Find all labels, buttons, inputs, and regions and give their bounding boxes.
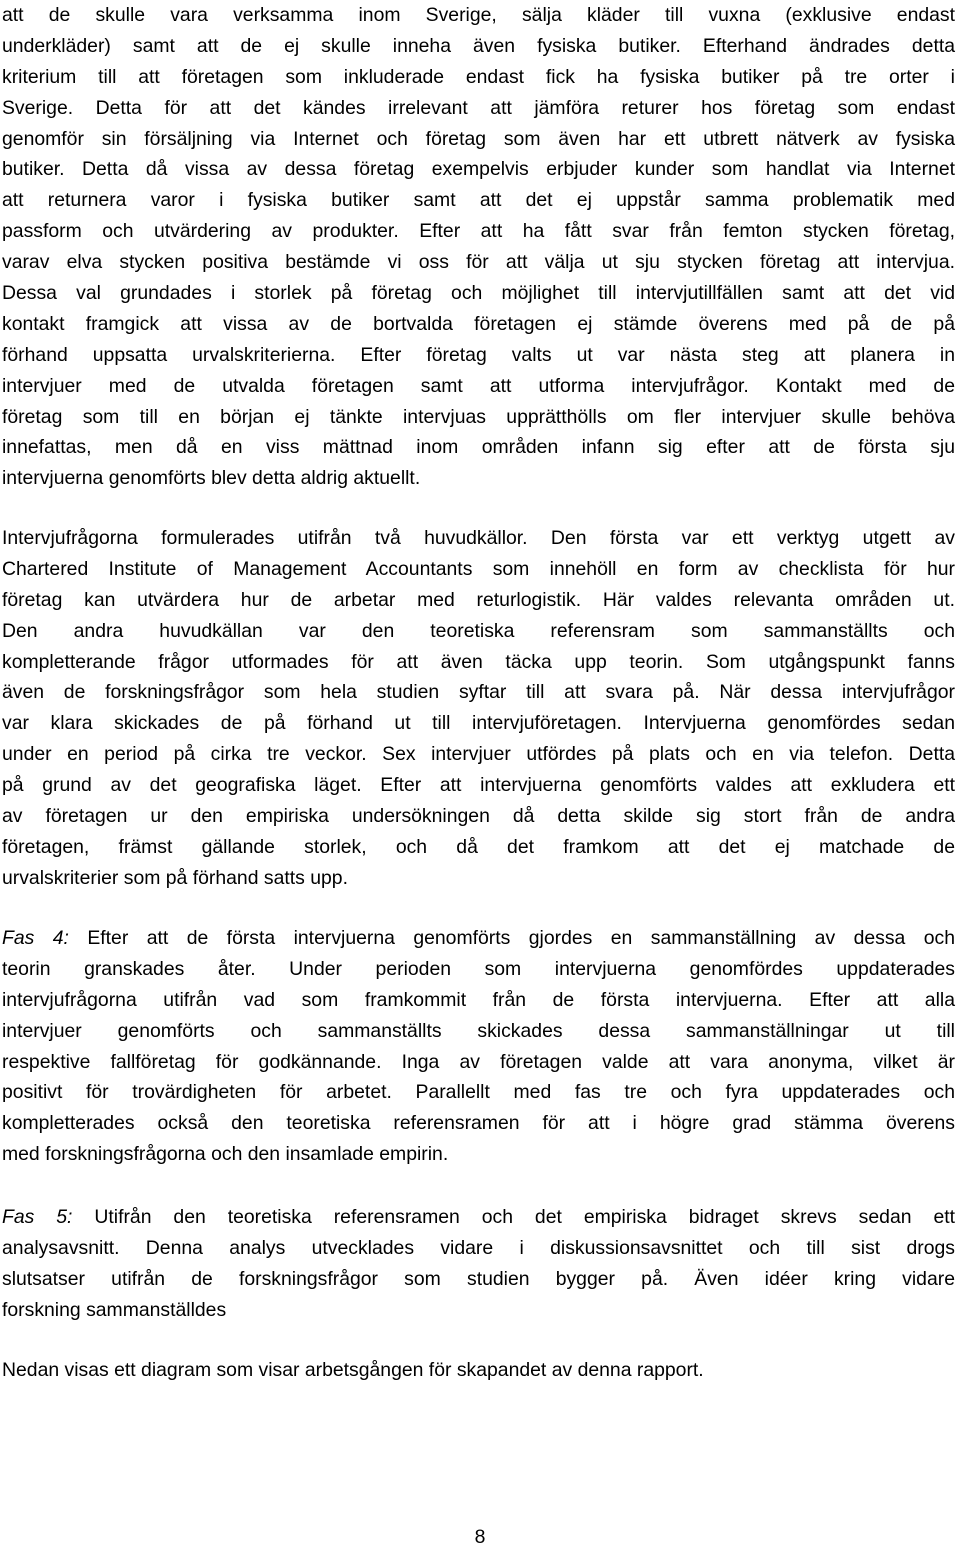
text-line: förhand uppsatta urvalskriterierna. Efter företag valts ut var nästa steg att planera in [2, 343, 955, 366]
text-line: kompletterande frågor utformades för att även täcka upp teorin. Som utgångspunkt fanns [2, 650, 955, 673]
text-line: varav elva stycken positiva bestämde vi oss för att välja ut sju stycken företag att intervjua. [2, 251, 955, 274]
text-line: positivt för trovärdigheten för arbetet. Parallellt med fas tre och fyra uppdaterades och [2, 1081, 955, 1104]
text-line: var klara skickades de på förhand ut till intervjuföretagen. Intervjuerna genomfördes sedan [2, 712, 955, 735]
phase-label: Fas 4: [2, 927, 69, 949]
paragraph-diagram-intro [2, 1355, 955, 1386]
page-number: 8 [474, 1526, 486, 1548]
text-line: Sverige. Detta för att det kändes irrelevant att jämföra returer hos företag som endast [2, 96, 955, 119]
text-line: att returnera varor i fysiska butiker samt att det ej uppstår samma problematik med [2, 189, 955, 212]
text-line: Den andra huvudkällan var den teoretiska referensram som sammanställts och [2, 619, 955, 642]
text-line: intervjufrågorna utifrån vad som framkommit från de första intervjuerna. Efter att alla [2, 988, 955, 1011]
text-line: passform och utvärdering av produkter. Efter att ha fått svar från femton stycken företag, [2, 220, 955, 243]
text-line: forskning sammanställdes [2, 1298, 227, 1321]
text-line: även de forskningsfrågor som hela studien syftar till att svara på. När dessa intervjufrågor [2, 681, 955, 704]
text-line: av företagen ur den empiriska undersökningen då detta skilde sig stort från de andra [2, 805, 955, 828]
text-line: respektive fallföretag för godkännande. Inga av företagen valde att vara anonyma, vilket är [2, 1050, 955, 1073]
text-line: företag som till en början ej tänkte intervjuas upprätthölls om fler intervjuer skulle behöva [2, 405, 955, 428]
text-line: butiker. Detta då vissa av dessa företag exempelvis erbjuder kunder som handlat via Internet [2, 158, 955, 181]
text-line: urvalskriterier som på förhand satts upp. [2, 866, 348, 889]
text-line: underkläder) samt att de ej skulle inneha även fysiska butiker. Efterhand ändrades detta [2, 34, 955, 57]
text-line: slutsatser utifrån de forskningsfrågor som studien bygger på. Även idéer kring vidare [2, 1267, 955, 1290]
text-line: med forskningsfrågorna och den insamlade empirin. [2, 1143, 449, 1166]
text-segment: Efter att de första intervjuerna genomförts gjordes en sammanställning av dessa och [68, 927, 955, 949]
text-line: intervjuer genomförts och sammanställts skickades dessa sammanställningar ut till [2, 1019, 955, 1042]
text-line: teorin granskades åter. Under perioden som intervjuerna genomfördes uppdaterades [2, 957, 955, 980]
text-line: under en period på cirka tre veckor. Sex intervjuer utfördes på plats och en via telefon. Detta [2, 743, 955, 766]
text-line: att de skulle vara verksamma inom Sverige, sälja kläder till vuxna (exklusive endast [2, 4, 955, 26]
text-line [2, 1202, 955, 1233]
text-line [2, 923, 955, 954]
text-line: Chartered Institute of Management Accountants som innehöll en form av checklista för hur [2, 557, 955, 580]
text-line: Intervjufrågorna formulerades utifrån två huvudkällor. Den första var ett verktyg utgett av [2, 527, 955, 549]
text-segment: Utifrån den teoretiska referensramen och det empiriska bidraget skrevs sedan ett [72, 1206, 956, 1228]
paragraph-fas-4 [2, 923, 955, 1170]
text-line: Dessa val grundades i storlek på företag och möjlighet till intervjutillfällen samt att det vid [2, 282, 955, 305]
text-line: kompletterades också den teoretiska referensramen för att i högre grad stämma överens [2, 1112, 955, 1135]
text-line: företagen, främst gällande storlek, och då det framkom att det ej matchade de [2, 835, 955, 858]
text-line: kriterium till att företagen som inkluderade endast fick ha fysiska butiker på tre orter i [2, 65, 955, 88]
text-line: kontakt framgick att vissa av de bortvalda företagen ej stämde överens med på de på [2, 312, 955, 335]
text-line: intervjuerna genomförts blev detta aldrig aktuellt. [2, 467, 421, 490]
text-line: intervjuer med de utvalda företagen samt att utforma intervjufrågor. Kontakt med de [2, 374, 955, 397]
text-line: innefattas, men då en viss mättnad inom områden infann sig efter att de första sju [2, 436, 955, 459]
paragraph-interview-questions [2, 523, 955, 894]
text-line: Nedan visas ett diagram som visar arbetsgången för skapandet av denna rapport. [2, 1359, 704, 1381]
text-line: genomför sin försäljning via Internet och företag som även har ett utbrett nätverk av fysiska [2, 127, 955, 150]
text-line: företag kan utvärdera hur de arbetar med returlogistik. Här valdes relevanta områden ut. [2, 588, 955, 611]
phase-label: Fas 5: [2, 1206, 73, 1228]
paragraph-fas-5 [2, 1202, 955, 1326]
text-line: analysavsnitt. Denna analys utvecklades vidare i diskussionsavsnittet och till sist drogs [2, 1236, 955, 1259]
text-line: på grund av det geografiska läget. Efter att intervjuerna genomförts valdes att exkludera ett [2, 774, 955, 797]
paragraph-selection-criteria [2, 0, 955, 494]
